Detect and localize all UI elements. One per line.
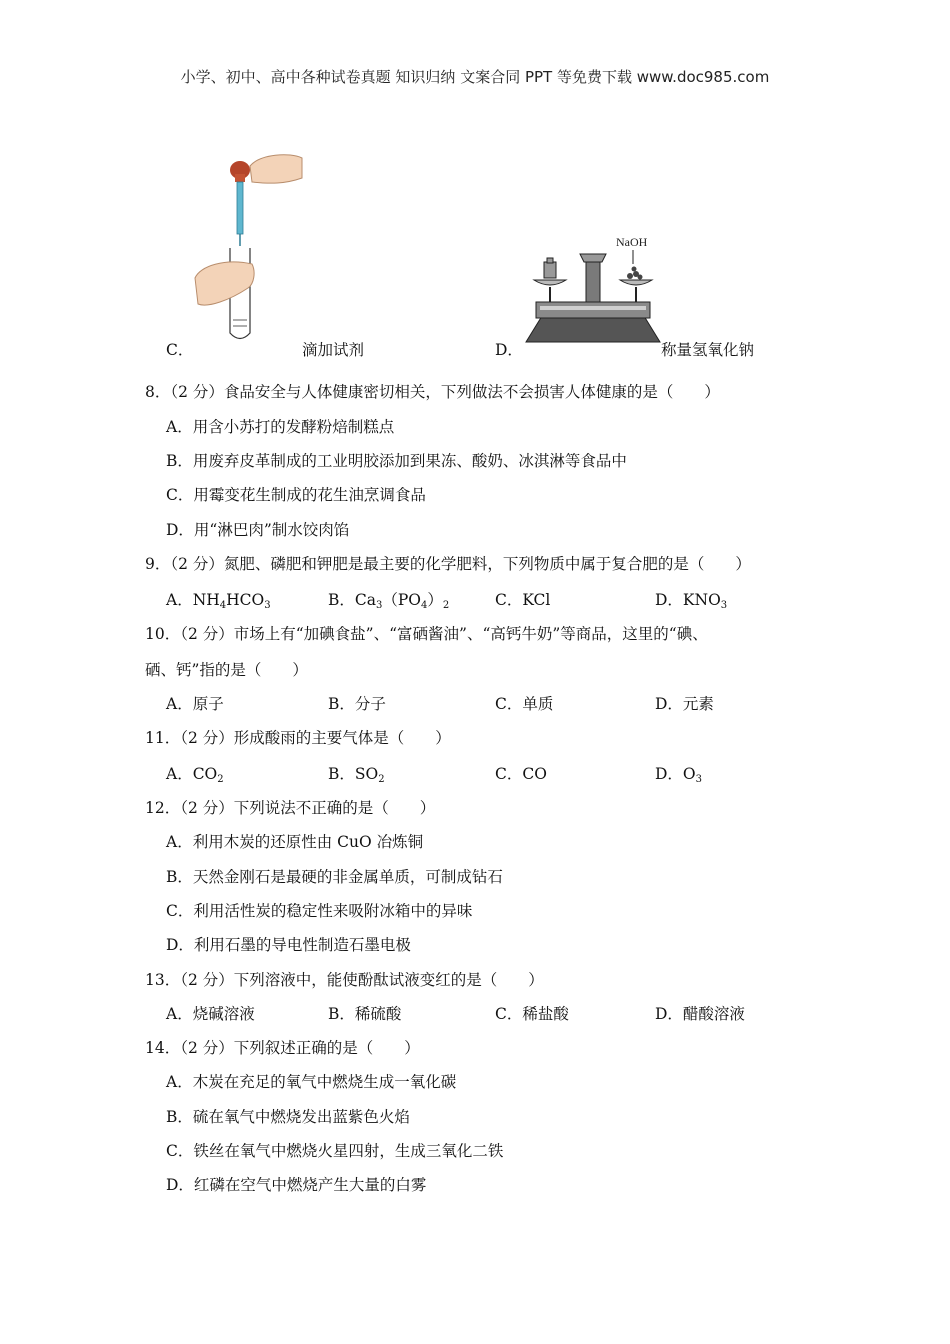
q7-option-c-letter: C． <box>166 341 194 359</box>
q12-option-c: C．利用活性炭的稳定性来吸附冰箱中的异味 <box>166 902 473 920</box>
q10-stem-line1: 10．（2 分）市场上有“加碘食盐”、“富硒酱油”、“高钙牛奶”等商品，这里的“碘、 <box>145 625 708 643</box>
q13-stem: 13．（2 分）下列溶液中，能使酚酞试液变红的是（ ） <box>145 971 544 989</box>
q10-option-d: D．元素 <box>655 695 714 713</box>
q12-option-a: A．利用木炭的还原性由 CuO 冶炼铜 <box>166 833 424 851</box>
q9-option-a: A．$NH_4HCO_3$ <box>166 591 271 611</box>
q8-option-a: A．用含小苏打的发酵粉焙制糕点 <box>166 418 395 436</box>
q7-option-d-letter: D． <box>495 341 523 359</box>
dropper-test-tube-figure <box>190 148 310 346</box>
balance-scale-figure <box>522 232 664 344</box>
q11-option-d: D．$O_3$ <box>655 765 703 785</box>
q8-option-b: B．用废弃皮革制成的工业明胶添加到果冻、酸奶、冰淇淋等食品中 <box>166 452 627 470</box>
q12-option-d: D．利用石墨的导电性制造石墨电极 <box>166 936 411 954</box>
q9-option-b: B．$Ca_3(PO_4)_2$ <box>328 591 450 611</box>
q7-option-d-caption: 称量氢氧化钠 <box>661 341 755 359</box>
q10-option-a: A．原子 <box>166 695 224 713</box>
q12-option-b: B．天然金刚石是最硬的非金属单质，可制成钻石 <box>166 868 503 886</box>
q14-option-d: D．红磷在空气中燃烧产生大量的白雾 <box>166 1176 427 1194</box>
q7-option-c-caption: 滴加试剂 <box>302 341 365 359</box>
q9-option-d: D．$KNO_3$ <box>655 591 728 611</box>
q12-stem: 12．（2 分）下列说法不正确的是（ ） <box>145 799 436 817</box>
q13-option-b: B．稀硫酸 <box>328 1005 402 1023</box>
q13-option-c: C．稀盐酸 <box>495 1005 569 1023</box>
q10-option-c: C．单质 <box>495 695 554 713</box>
q11-option-b: B．$SO_2$ <box>328 765 385 785</box>
q9-stem: 9．（2 分）氮肥、磷肥和钾肥是最主要的化学肥料，下列物质中属于复合肥的是（ ） <box>145 555 751 573</box>
q8-stem: 8．（2 分）食品安全与人体健康密切相关，下列做法不会损害人体健康的是（ ） <box>145 383 720 401</box>
q14-option-a: A．木炭在充足的氧气中燃烧生成一氧化碳 <box>166 1073 457 1091</box>
q13-option-d: D．醋酸溶液 <box>655 1005 745 1023</box>
q14-option-c: C．铁丝在氧气中燃烧火星四射，生成三氧化二铁 <box>166 1142 504 1160</box>
q13-option-a: A．烧碱溶液 <box>166 1005 255 1023</box>
q11-option-a: A．$CO_2$ <box>166 765 224 785</box>
q10-option-b: B．分子 <box>328 695 386 713</box>
q14-stem: 14．（2 分）下列叙述正确的是（ ） <box>145 1039 420 1057</box>
page-header: 小学、初中、高中各种试卷真题 知识归纳 文案合同 PPT 等免费下载 www.doc985.com <box>180 68 770 86</box>
q14-option-b: B．硫在氧气中燃烧发出蓝紫色火焰 <box>166 1108 410 1126</box>
q8-option-c: C．用霉变花生制成的花生油烹调食品 <box>166 486 426 504</box>
naoh-label: NaOH <box>616 235 648 249</box>
q8-option-d: D．用“淋巴肉”制水饺肉馅 <box>166 521 350 539</box>
q11-option-c: C．CO <box>495 765 547 783</box>
q11-stem: 11．（2 分）形成酸雨的主要气体是（ ） <box>145 729 451 747</box>
q10-stem-line2: 硒、钙”指的是（ ） <box>145 661 308 679</box>
q9-option-c: C．KCl <box>495 591 551 609</box>
